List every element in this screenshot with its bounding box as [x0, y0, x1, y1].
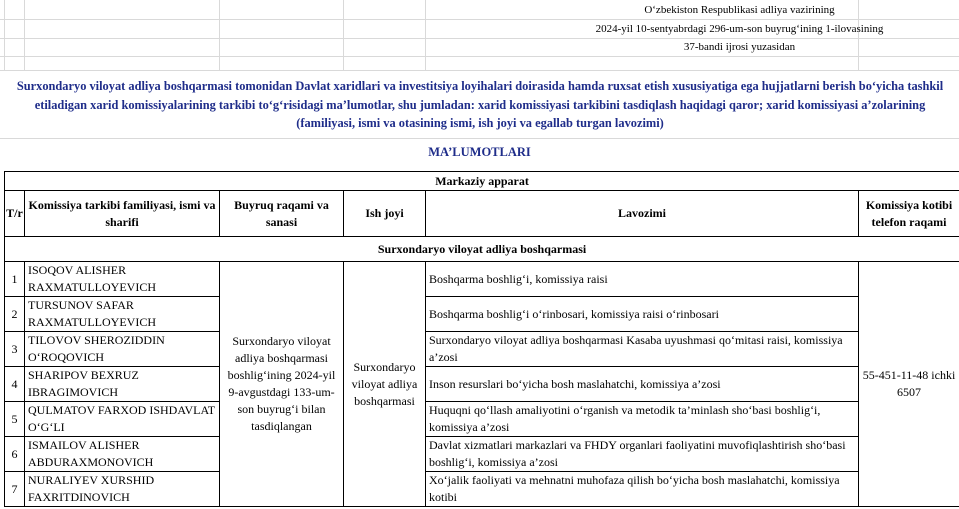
header-line-2: 2024-yil 10-sentyabrdagi 296-um-son buyrug‘ining 1-ilovasining	[595, 23, 884, 35]
member-name: TURSUNOV SAFAR RAXMATULLOYEVICH	[25, 297, 220, 332]
phone-cell: 55-451-11-48 ichki 6507	[859, 262, 959, 507]
column-header-name: Komissiya tarkibi familiyasi, ismi va sharifi	[25, 191, 220, 237]
row-number: 7	[5, 472, 25, 507]
member-position: Surxondaryo viloyat adliya boshqarmasi Kasaba uyushmasi qo‘mitasi raisi, komissiya a’zosi	[426, 332, 859, 367]
column-header-phone: Komissiya kotibi telefon raqami	[859, 191, 959, 237]
member-position: Huquqni qo‘llash amaliyotini o‘rganish va metodik ta’minlash sho‘basi boshlig‘i, komissiya a’zosi	[426, 402, 859, 437]
member-name: QULMATOV FARXOD ISHDAVLAT O‘G‘LI	[25, 402, 220, 437]
column-header-position: Lavozimi	[426, 191, 859, 237]
column-header-order: Buyruq raqami va sanasi	[220, 191, 344, 237]
member-position: Inson resurslari bo‘yicha bosh maslahatchi, komissiya a’zosi	[426, 367, 859, 402]
document-title: Surxondaryo viloyat adliya boshqarmasi tomonidan Davlat xaridlari va investitsiya loyihalari doirasida hamda ruxsat etish xususiyatiga ega hujjatlarni berish bo‘yicha tashkil etiladigan xarid komissiyalarining tarkibi to‘g‘risidagi ma’lumotlar, shu jumladan: xarid komissiyasi tarkibini tasdiqlash haqidagi qaror; xarid komissiyasi a’zolarining (familiyasi, ismi va otasining ismi, ish joyi va egallab turgan lavozimi)	[16, 79, 944, 130]
member-name: ISOQOV ALISHER RAXMATULLOYEVICH	[25, 262, 220, 297]
column-header-num: T/r	[5, 191, 25, 237]
workplace-cell: Surxondaryo viloyat adliya boshqarmasi	[344, 262, 426, 507]
section-heading: Markaziy apparat	[5, 172, 959, 191]
header-line-1: O‘zbekiston Respublikasi adliya vazirining	[644, 4, 835, 16]
row-number: 5	[5, 402, 25, 437]
group-heading: Surxondaryo viloyat adliya boshqarmasi	[5, 237, 959, 262]
commission-table	[4, 171, 959, 507]
table-row	[5, 437, 959, 472]
row-number: 6	[5, 437, 25, 472]
table-row	[5, 332, 959, 367]
table-row	[5, 472, 959, 507]
table-row	[5, 262, 959, 297]
row-number: 2	[5, 297, 25, 332]
member-position: Xo‘jalik faoliyati va mehnatni muhofaza qilish bo‘yicha bosh maslahatchi, komissiya kotibi	[426, 472, 859, 507]
member-position: Davlat xizmatlari markazlari va FHDY organlari faoliyatini muvofiqlashtirish sho‘basi boshlig‘i, komissiya a’zosi	[426, 437, 859, 472]
row-number: 3	[5, 332, 25, 367]
member-name: SHARIPOV BEXRUZ IBRAGIMOVICH	[25, 367, 220, 402]
member-position: Boshqarma boshlig‘i, komissiya raisi	[426, 262, 859, 297]
table-row	[5, 297, 959, 332]
row-number: 1	[5, 262, 25, 297]
header-line-3: 37-bandi ijrosi yuzasidan	[683, 41, 796, 53]
member-name: ISMAILOV ALISHER ABDURAXMONOVICH	[25, 437, 220, 472]
row-number: 4	[5, 367, 25, 402]
column-header-workplace: Ish joyi	[344, 191, 426, 237]
order-cell: Surxondaryo viloyat adliya boshqarmasi boshlig‘ining 2024-yil 9-avgustdagi 133-um-son buyrug‘i bilan tasdiqlangan	[220, 262, 344, 507]
member-name: NURALIYEV XURSHID FAXRITDINOVICH	[25, 472, 220, 507]
member-position: Boshqarma boshlig‘i o‘rinbosari, komissiya raisi o‘rinbosari	[426, 297, 859, 332]
member-name: TILOVOV SHEROZIDDIN O‘ROQOVICH	[25, 332, 220, 367]
document-subtitle: MA’LUMOTLARI	[428, 145, 531, 159]
table-row	[5, 367, 959, 402]
table-row	[5, 402, 959, 437]
